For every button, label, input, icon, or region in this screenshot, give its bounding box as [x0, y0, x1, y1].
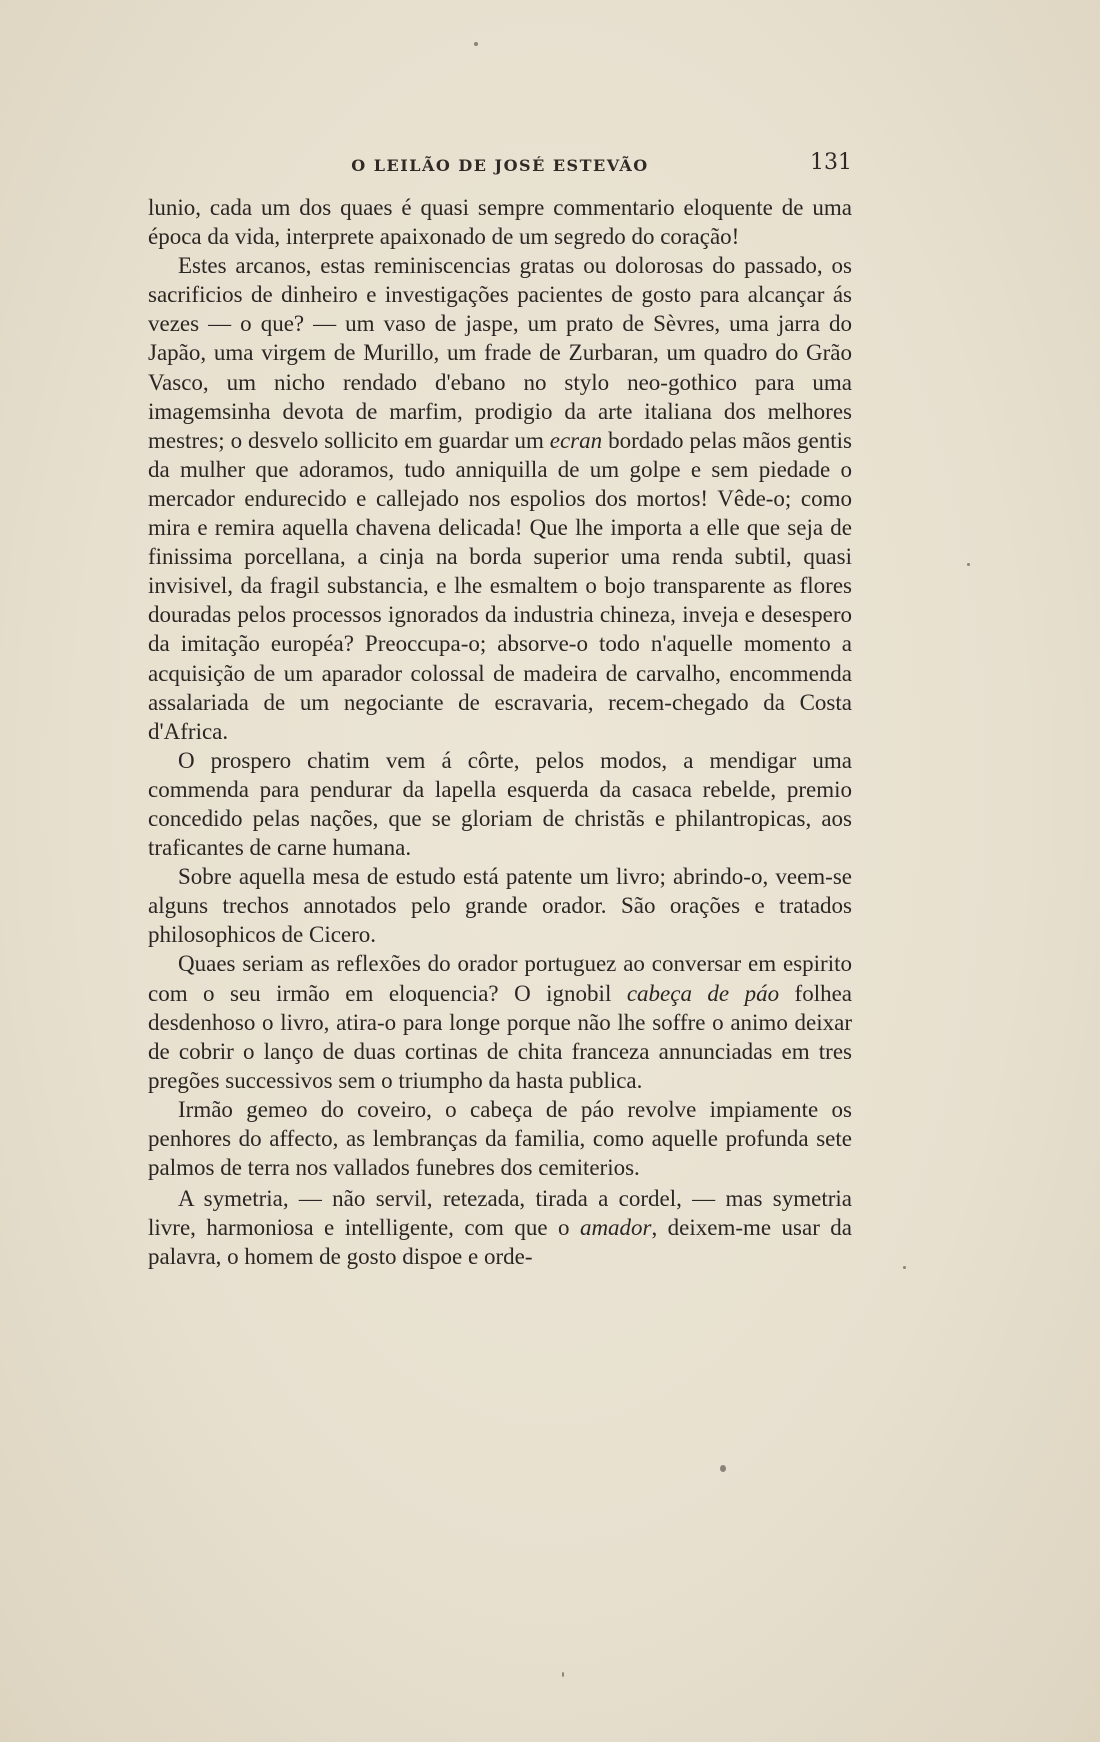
paragraph-4	[148, 862, 852, 949]
paragraph-5-italic: cabeça de páo	[626, 980, 780, 1006]
paragraph-1	[148, 193, 852, 251]
print-speck	[967, 563, 970, 566]
running-title: O LEILÃO DE JOSÉ ESTEVÃO	[351, 156, 649, 175]
paragraph-7-text-end: , deixem-me usar da palavra, o homem de gosto dispoe e orde-	[148, 1215, 853, 1270]
paragraph-5-text: Quaes seriam as reflexões do orador portuguez ao conversar em espirito com o seu irmão em eloquencia? O ignobil	[148, 951, 852, 1006]
paragraph-2	[148, 251, 852, 746]
body-text	[148, 193, 852, 1271]
page-number: 131	[810, 150, 852, 175]
paragraph-5	[148, 949, 852, 1094]
paragraph-7-text: A symetria, — não servil, retezada, tirada a cordel, — mas symetria livre, harmoniosa e intelligente, com que o	[148, 1186, 852, 1241]
paragraph-7	[148, 1184, 852, 1271]
page-header	[148, 150, 852, 184]
paragraph-3-text: O prospero chatim vem á côrte, pelos modos, a mendigar uma commenda para pendurar da lapella esquerda da casaca rebelde, premio concedido pelas nações, que se gloriam de christãs e philantropicas, aos traficantes de carne humana.	[148, 747, 852, 861]
paragraph-7-italic: amador	[579, 1215, 652, 1241]
paragraph-2-text: Estes arcanos, estas reminiscencias gratas ou dolorosas do passado, os sacrificios de dinheiro e investigações pacientes de gosto para alcançar ás vezes — o que? — um vaso de jaspe, um prato de Sèvres, uma jarra do Japão, uma virgem de Murillo, um frade de Zurbaran, um quadro do Grão Vasco, um nicho rendado d'ebano no stylo neo-gothico para uma imagemsinha devota de marfim, prodigio da arte italiana dos melhores mestres; o desvelo sollicito em guardar um	[148, 253, 852, 453]
print-speck	[562, 1672, 564, 1677]
paragraph-1-text: lunio, cada um dos quaes é quasi sempre commentario eloquente de uma época da vida, interprete apaixonado de um segredo do coração!	[148, 195, 852, 250]
print-speck	[474, 42, 478, 46]
paragraph-2-italic: ecran	[549, 427, 603, 453]
print-speck	[720, 1465, 726, 1472]
paragraph-5-text-end: folhea desdenhoso o livro, atira-o para longe porque não lhe soffre o animo deixar de cobrir o lanço de duas cortinas de chita franceza annunciadas em tres pregões successivos sem o triumpho da hasta publica.	[148, 980, 853, 1093]
paragraph-3	[148, 746, 852, 862]
paragraph-2-text-end: bordado pelas mãos gentis da mulher que adoramos, tudo anniquilla de um golpe e sem piedade o mercador endurecido e callejado nos espolios dos mortos! Vêde-o; como mira e remira aquella chavena delicada! Que lhe importa a elle que seja de finissima porcellana, a cinja na borda superior uma renda subtil, quasi invisivel, da fragil substancia, e lhe esmaltem o bojo transparente as flores douradas pelos processos ignorados da industria chineza, inveja e desespero da imitação européa? Preoccupa-o; absorve-o todo n'aquelle momento a acquisição de um aparador colossal de madeira de carvalho, encommenda assalariada de um negociante de escravaria, recem-chegado da Costa d'Africa.	[148, 427, 852, 744]
print-speck	[903, 1266, 906, 1269]
paragraph-6-text: Irmão gemeo do coveiro, o cabeça de páo revolve impiamente os penhores do affecto, as lembranças da familia, como aquelle profunda sete palmos de terra nos vallados funebres dos cemiterios.	[148, 1096, 852, 1181]
paragraph-6	[148, 1095, 852, 1182]
paragraph-4-text: Sobre aquella mesa de estudo está patente um livro; abrindo-o, veem-se alguns trechos annotados pelo grande orador. São orações e tratados philosophicos de Cicero.	[148, 864, 852, 948]
